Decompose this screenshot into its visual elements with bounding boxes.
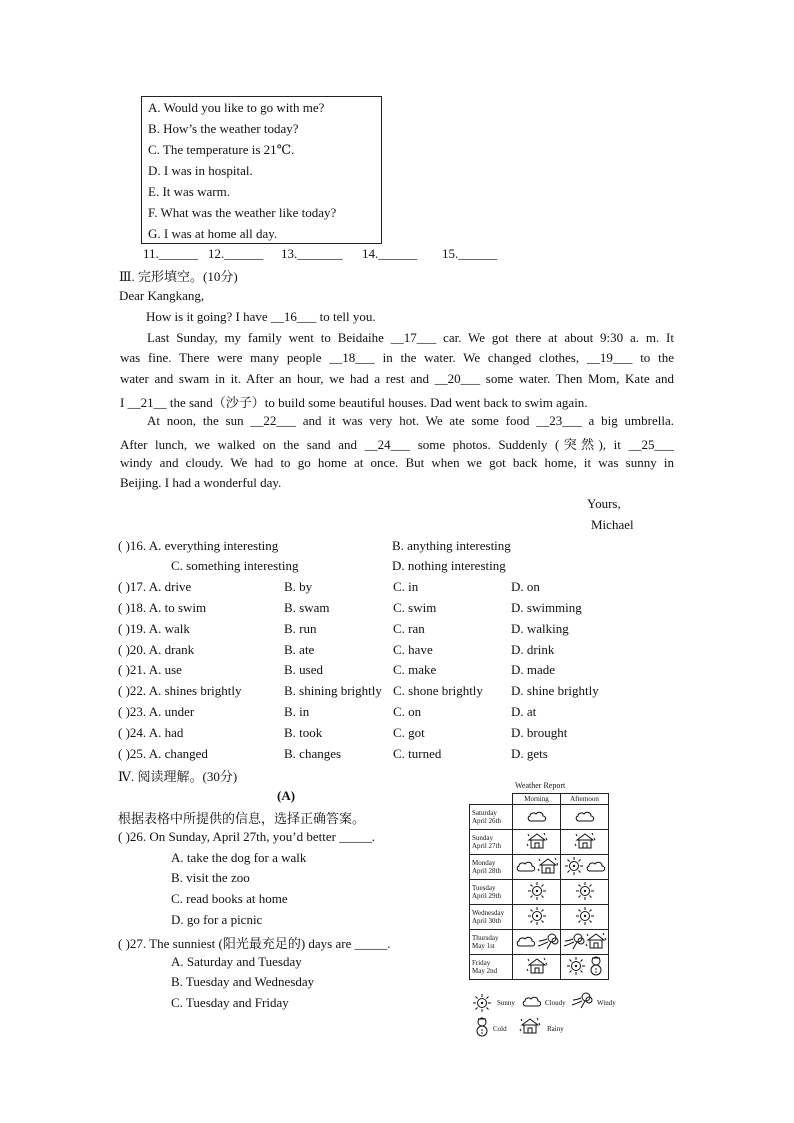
option-b: B. took — [284, 725, 323, 740]
weather-row — [470, 805, 609, 830]
option-d: D. at — [511, 704, 537, 719]
sunny-icon — [574, 906, 596, 928]
option-d: D. shine brightly — [511, 683, 599, 698]
option-b: B. changes — [284, 746, 342, 761]
q27-option-c: C. Tuesday and Friday — [171, 995, 289, 1010]
sunny-icon — [563, 856, 585, 878]
letter-signature: Michael — [591, 517, 634, 532]
question-stem: ( )23. A. under — [118, 704, 195, 719]
legend-rainy: Rainy — [547, 1025, 564, 1033]
day-cell — [470, 880, 513, 905]
day-date: May 1st — [472, 942, 495, 950]
passage-line-9: Beijing. I had a wonderful day. — [120, 475, 282, 490]
passage-line-7: After lunch, we walked on the sand and __24___ some photos. Suddenly (突然), it __25___ — [120, 437, 674, 452]
cloudy-icon — [574, 808, 596, 826]
rainy-icon — [574, 832, 596, 852]
day-name: Sunday — [472, 834, 493, 842]
answer-blank-15[interactable]: 15.______ — [442, 246, 498, 261]
windy-icon — [537, 932, 559, 952]
day-date: April 29th — [472, 892, 501, 900]
q26-option-a: A. take the dog for a walk — [171, 850, 307, 865]
question-stem: ( )19. A. walk — [118, 621, 190, 636]
option-c: C. shone brightly — [393, 683, 483, 698]
option-b: B. shining brightly — [284, 683, 382, 698]
q16-option-b: B. anything interesting — [392, 538, 511, 553]
cloudy-icon — [526, 808, 548, 826]
option-c: C. in — [393, 579, 419, 594]
passage-line-5: I __21__ the sand（沙子）to build some beautiful houses. Dad went back to swim again. — [120, 395, 588, 410]
section-3-heading: Ⅲ. 完形填空。(10分) — [119, 269, 238, 284]
option-e: E. It was warm. — [148, 184, 230, 199]
answer-blank-12[interactable]: 12.______ — [208, 246, 264, 261]
q26-stem: ( )26. On Sunday, April 27th, you’d better _____. — [118, 829, 375, 844]
option-c: C. have — [393, 642, 433, 657]
legend-cloudy: Cloudy — [545, 999, 566, 1007]
option-c: C. ran — [393, 621, 425, 636]
header-afternoon: Afternoon — [561, 794, 609, 805]
afternoon-cell — [561, 855, 609, 880]
rainy-icon — [526, 832, 548, 852]
afternoon-cell — [561, 905, 609, 930]
weather-report — [467, 781, 621, 1039]
afternoon-cell — [561, 830, 609, 855]
day-cell — [470, 805, 513, 830]
cold-icon — [473, 1017, 491, 1041]
cold-icon — [587, 956, 605, 978]
legend-cold: Cold — [493, 1025, 507, 1033]
reading-instruction: 根据表格中所提供的信息，选择正确答案。 — [118, 811, 366, 826]
sunny-icon — [526, 906, 548, 928]
rainy-icon — [526, 957, 548, 977]
option-d: D. made — [511, 662, 556, 677]
question-stem: ( )25. A. changed — [118, 746, 208, 761]
sunny-icon — [574, 881, 596, 903]
q16-stem: ( )16. A. everything interesting — [118, 538, 279, 553]
question-stem: ( )22. A. shines brightly — [118, 683, 242, 698]
weather-row — [470, 855, 609, 880]
morning-cell — [513, 855, 561, 880]
option-d: D. swimming — [511, 600, 582, 615]
day-date: April 26th — [472, 817, 501, 825]
day-name: Wednesday — [472, 909, 505, 917]
day-date: April 28th — [472, 867, 501, 875]
option-b: B. in — [284, 704, 310, 719]
answer-blank-13[interactable]: 13._______ — [281, 246, 343, 261]
q16-option-d: D. nothing interesting — [392, 558, 506, 573]
q26-option-c: C. read books at home — [171, 891, 288, 906]
weather-row — [470, 880, 609, 905]
legend-sunny: Sunny — [497, 999, 515, 1007]
option-c: C. got — [393, 725, 425, 740]
option-f: F. What was the weather like today? — [148, 205, 337, 220]
day-date: April 27th — [472, 842, 501, 850]
option-d: D. walking — [511, 621, 569, 636]
option-b: B. run — [284, 621, 317, 636]
option-a: A. Would you like to go with me? — [148, 100, 325, 115]
option-c: C. swim — [393, 600, 437, 615]
q26-option-b: B. visit the zoo — [171, 870, 250, 885]
option-g: G. I was at home all day. — [148, 226, 278, 241]
weather-row — [470, 955, 609, 980]
day-name: Monday — [472, 859, 496, 867]
answer-blank-11[interactable]: 11.______ — [143, 246, 198, 261]
sunny-icon — [565, 956, 587, 978]
passage-line-2: Last Sunday, my family went to Beidaihe __17___ car. We got there at about 9:30 a. m. It — [147, 330, 674, 345]
morning-cell — [513, 905, 561, 930]
option-d: D. on — [511, 579, 540, 594]
rainy-icon — [519, 1017, 541, 1039]
section-4-heading: Ⅳ. 阅读理解。(30分) — [118, 769, 238, 784]
option-b: B. How’s the weather today? — [148, 121, 299, 136]
weather-row — [470, 830, 609, 855]
day-cell — [470, 830, 513, 855]
q27-option-b: B. Tuesday and Wednesday — [171, 974, 315, 989]
header-morning: Morning — [513, 794, 561, 805]
sunny-icon — [526, 881, 548, 903]
option-b: B. swam — [284, 600, 330, 615]
day-name: Tuesday — [472, 884, 496, 892]
cloudy-icon — [521, 993, 543, 1013]
passage-line-4: water and swam in it. After an hour, we had a rest and __20___ some water. Then Mom, Kate and — [120, 371, 674, 386]
morning-cell — [513, 830, 561, 855]
answer-blank-14[interactable]: 14.______ — [362, 246, 418, 261]
day-cell — [470, 930, 513, 955]
q16-option-c: C. something interesting — [171, 558, 299, 573]
afternoon-cell — [561, 805, 609, 830]
weather-table — [469, 793, 609, 980]
passage-line-3: was fine. There were many people __18___ in the water. We changed clothes, __19___ to the — [120, 350, 674, 365]
option-b: B. ate — [284, 642, 315, 657]
sunny-icon — [471, 993, 493, 1017]
day-name: Friday — [472, 959, 491, 967]
question-stem: ( )20. A. drank — [118, 642, 195, 657]
options-box — [141, 96, 382, 244]
day-name: Thursday — [472, 934, 499, 942]
morning-cell — [513, 805, 561, 830]
day-name: Saturday — [472, 809, 497, 817]
cloudy-icon — [585, 858, 607, 876]
morning-cell — [513, 880, 561, 905]
passage-line-1: How is it going? I have __16___ to tell you. — [146, 309, 376, 324]
option-b: B. used — [284, 662, 323, 677]
letter-closing: Yours, — [587, 496, 621, 511]
option-d: D. I was in hospital. — [148, 163, 253, 178]
question-stem: ( )17. A. drive — [118, 579, 192, 594]
afternoon-cell — [561, 930, 609, 955]
q27-stem: ( )27. The sunniest (阳光最充足的) days are _____. — [118, 936, 391, 951]
part-a-label: (A) — [277, 788, 296, 803]
passage-line-8: windy and cloudy. We had to go home at once. But when we got back home, it was sunny in — [120, 455, 674, 470]
option-d: D. brought — [511, 725, 568, 740]
day-cell — [470, 905, 513, 930]
option-d: D. gets — [511, 746, 548, 761]
cloudy-icon — [515, 933, 537, 951]
q26-option-d: D. go for a picnic — [171, 912, 263, 927]
q27-option-a: A. Saturday and Tuesday — [171, 954, 302, 969]
day-cell — [470, 855, 513, 880]
day-date: April 30th — [472, 917, 501, 925]
rainy-icon — [537, 857, 559, 877]
day-date: May 2nd — [472, 967, 498, 975]
day-cell — [470, 955, 513, 980]
afternoon-cell — [561, 955, 609, 980]
windy-icon — [571, 991, 593, 1013]
cloudy-icon — [515, 858, 537, 876]
weather-row — [470, 930, 609, 955]
rainy-icon — [585, 932, 607, 952]
windy-icon — [563, 932, 585, 952]
weather-row — [470, 905, 609, 930]
morning-cell — [513, 930, 561, 955]
option-c: C. The temperature is 21℃. — [148, 142, 295, 157]
option-c: C. turned — [393, 746, 442, 761]
question-stem: ( )18. A. to swim — [118, 600, 207, 615]
option-b: B. by — [284, 579, 313, 594]
option-d: D. drink — [511, 642, 555, 657]
question-stem: ( )21. A. use — [118, 662, 182, 677]
morning-cell — [513, 955, 561, 980]
passage-line-6: At noon, the sun __22___ and it was very hot. We ate some food __23___ a big umbrella. — [147, 413, 674, 428]
letter-greeting: Dear Kangkang, — [119, 288, 205, 303]
afternoon-cell — [561, 880, 609, 905]
option-c: C. make — [393, 662, 437, 677]
weather-report-title: Weather Report — [515, 781, 566, 790]
question-stem: ( )24. A. had — [118, 725, 184, 740]
option-c: C. on — [393, 704, 422, 719]
legend-windy: Windy — [597, 999, 616, 1007]
